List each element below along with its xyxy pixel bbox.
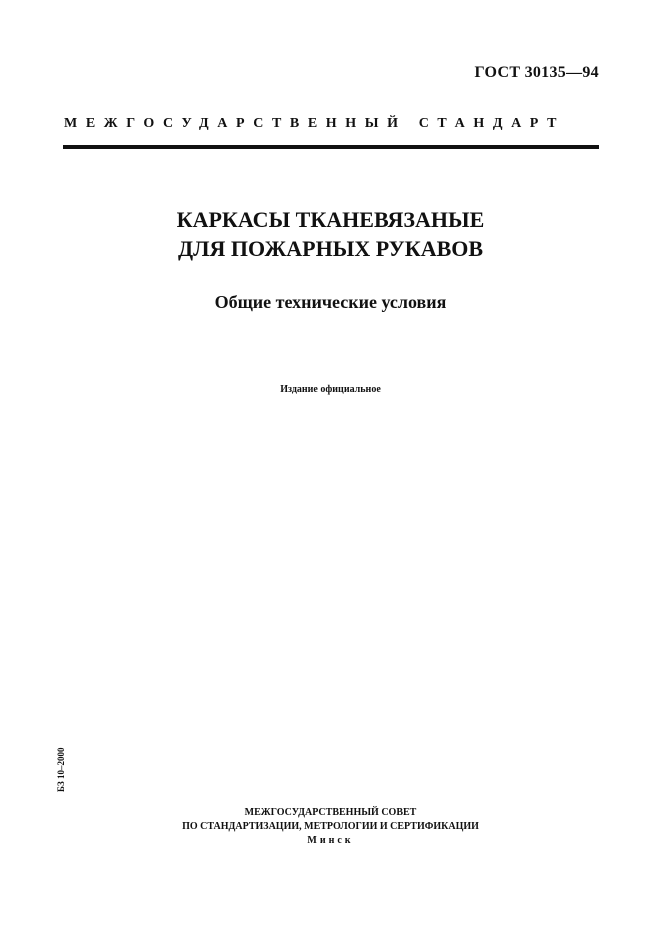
publisher-city: Минск <box>307 835 354 846</box>
document-number: ГОСТ 30135—94 <box>474 64 599 81</box>
title-line-1: КАРКАСЫ ТКАНЕВЯЗАНЫЕ <box>176 207 485 232</box>
publisher-line-2: ПО СТАНДАРТИЗАЦИИ, МЕТРОЛОГИИ И СЕРТИФИКАЦИИ <box>182 821 479 832</box>
publisher-line-1: МЕЖГОСУДАРСТВЕННЫЙ СОВЕТ <box>244 807 417 818</box>
side-code: БЗ 10–2000 <box>56 747 66 792</box>
edition-note: Издание официальное <box>280 384 381 395</box>
publisher-block <box>0 806 661 848</box>
standard-type-heading: МЕЖГОСУДАРСТВЕННЫЙ СТАНДАРТ <box>64 116 566 131</box>
document-title <box>0 205 661 263</box>
document-subtitle: Общие технические условия <box>214 292 447 312</box>
header-rule <box>63 145 599 149</box>
title-line-2: ДЛЯ ПОЖАРНЫХ РУКАВОВ <box>177 236 484 261</box>
